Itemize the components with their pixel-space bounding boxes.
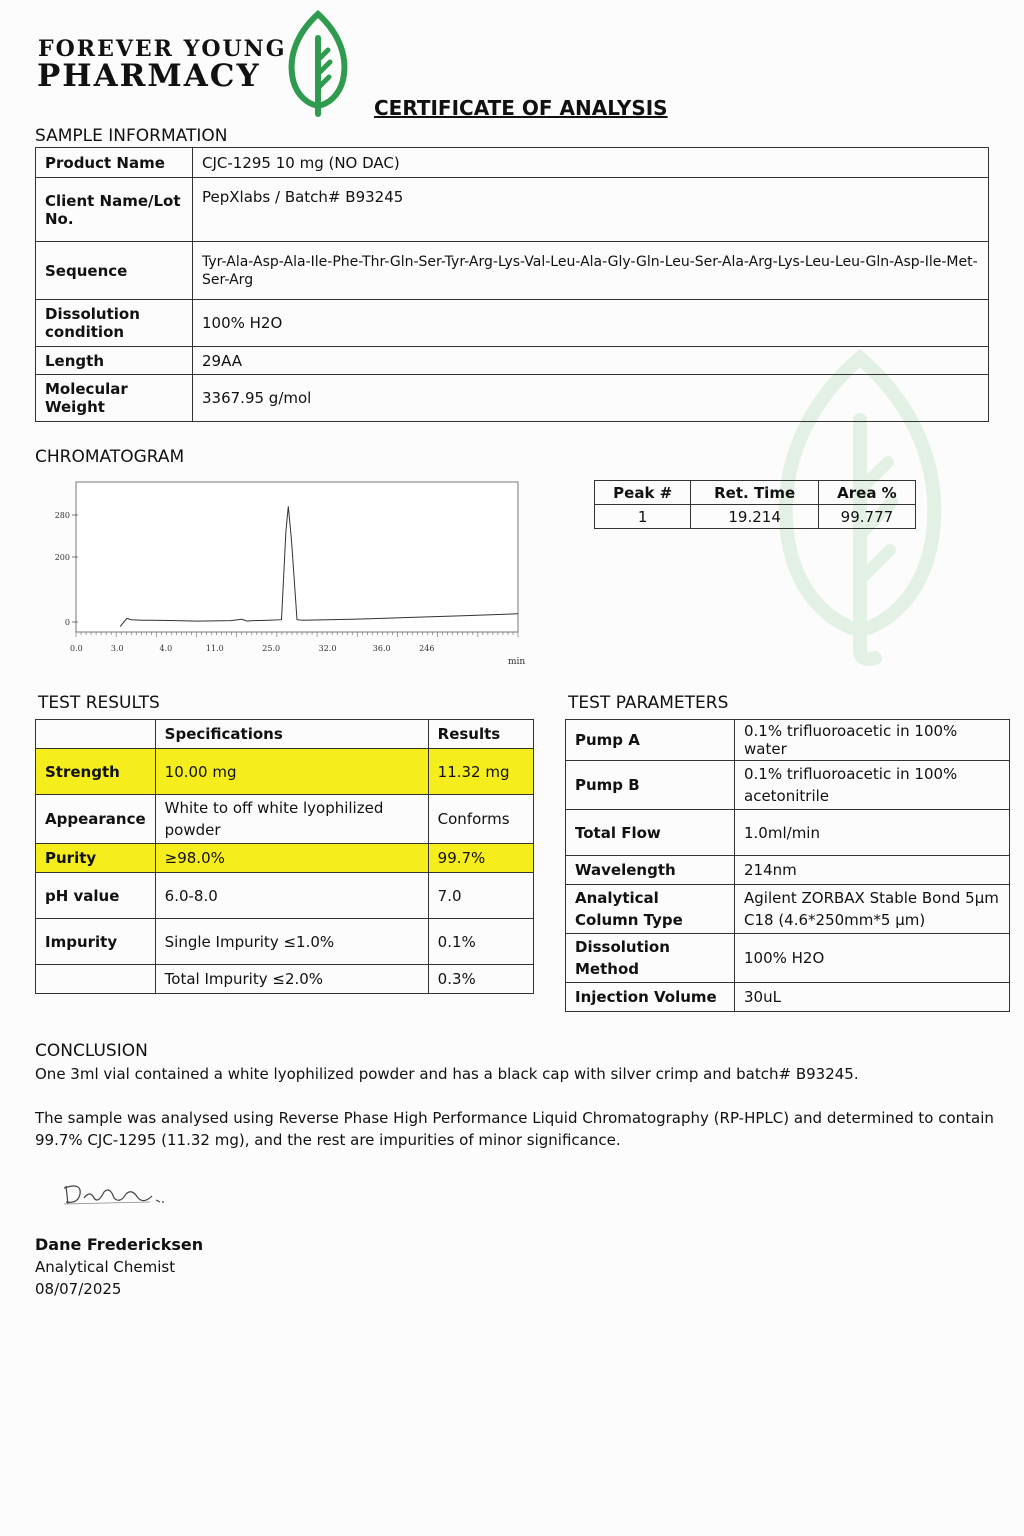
injection-volume-label: Injection Volume <box>566 983 735 1012</box>
ph-value-label: pH value <box>36 873 156 919</box>
appearance-spec: White to off white lyophilized powder <box>155 795 428 844</box>
peak-number-cell: 1 <box>595 505 691 529</box>
dissolution-condition-label: Dissolution condition <box>36 300 193 347</box>
dissolution-method-label: Dissolution Method <box>566 934 735 983</box>
total-flow-label: Total Flow <box>566 810 735 856</box>
y-tick-label: 280 <box>54 511 70 520</box>
appearance-label: Appearance <box>36 795 156 844</box>
y-tick-label: 0 <box>64 618 70 627</box>
table-row <box>566 934 1010 983</box>
strength-spec: 10.00 mg <box>155 749 428 795</box>
results-header-blank <box>36 720 156 749</box>
table-row <box>36 919 534 965</box>
results-header: Results <box>428 720 533 749</box>
single-impurity-result: 0.1% <box>428 919 533 965</box>
document-title: CERTIFICATE OF ANALYSIS <box>374 96 668 120</box>
x-tick-label: 0.0 <box>70 644 83 653</box>
test-parameters-heading: TEST PARAMETERS <box>568 693 729 713</box>
injection-volume-value: 30uL <box>735 983 1010 1012</box>
pump-b-value: 0.1% trifluoroacetic in 100% acetonitrile <box>735 761 1010 810</box>
table-row <box>566 983 1010 1012</box>
dissolution-condition-value: 100% H2O <box>193 300 989 347</box>
table-row <box>36 148 989 178</box>
client-lot-value: PepXlabs / Batch# B93245 <box>193 178 989 242</box>
signatory-date: 08/07/2025 <box>35 1280 122 1298</box>
table-row <box>36 844 534 873</box>
sample-information-table <box>35 147 989 422</box>
length-label: Length <box>36 347 193 375</box>
molecular-weight-label: Molecular Weight <box>36 375 193 422</box>
single-impurity-spec: Single Impurity ≤1.0% <box>155 919 428 965</box>
test-results-table <box>35 719 534 994</box>
ph-value-result: 7.0 <box>428 873 533 919</box>
total-impurity-label <box>36 965 156 994</box>
x-tick-label: 11.0 <box>205 644 224 653</box>
conclusion-paragraph-2: The sample was analysed using Reverse Phase High Performance Liquid Chromatography (RP-HPLC) and determined to contain 99.7% CJC-1295 (11.32 mg), and the rest are impurities of minor significance. <box>35 1109 994 1149</box>
table-row <box>36 720 534 749</box>
x-tick-label: 246 <box>419 644 435 653</box>
table-row <box>36 873 534 919</box>
ph-value-spec: 6.0-8.0 <box>155 873 428 919</box>
table-row <box>36 347 989 375</box>
impurity-label: Impurity <box>36 919 156 965</box>
x-tick-label: 3.0 <box>110 644 124 653</box>
strength-result: 11.32 mg <box>428 749 533 795</box>
total-impurity-spec: Total Impurity ≤2.0% <box>155 965 428 994</box>
signatory-role: Analytical Chemist <box>35 1258 176 1276</box>
table-row <box>566 761 1010 810</box>
chromatogram-heading: CHROMATOGRAM <box>35 447 185 467</box>
pump-a-label: Pump A <box>566 720 735 761</box>
purity-result: 99.7% <box>428 844 533 873</box>
peak-table <box>594 480 916 529</box>
table-row <box>595 505 916 529</box>
total-flow-value: 1.0ml/min <box>735 810 1010 856</box>
appearance-result: Conforms <box>428 795 533 844</box>
retention-time-header: Ret. Time <box>691 481 818 505</box>
strength-label: Strength <box>36 749 156 795</box>
x-axis-unit: min <box>508 657 526 667</box>
analytical-column-label: Analytical Column Type <box>566 885 735 934</box>
table-row <box>566 885 1010 934</box>
dissolution-method-value: 100% H2O <box>735 934 1010 983</box>
specifications-header: Specifications <box>155 720 428 749</box>
retention-time-cell: 19.214 <box>691 505 818 529</box>
table-row <box>566 810 1010 856</box>
table-row <box>36 242 989 300</box>
leaf-icon <box>288 10 348 118</box>
purity-label: Purity <box>36 844 156 873</box>
table-row <box>36 965 534 994</box>
table-row <box>36 300 989 347</box>
y-tick-label: 200 <box>54 553 70 562</box>
purity-spec: ≥98.0% <box>155 844 428 873</box>
pump-b-label: Pump B <box>566 761 735 810</box>
conclusion-paragraph-1: One 3ml vial contained a white lyophilized powder and has a black cap with silver crimp and batch# B93245. <box>35 1065 859 1083</box>
total-impurity-result: 0.3% <box>428 965 533 994</box>
length-value: 29AA <box>193 347 989 375</box>
table-row <box>36 795 534 844</box>
area-percent-cell: 99.777 <box>818 505 915 529</box>
table-row <box>36 178 989 242</box>
x-tick-label: 4.0 <box>159 644 173 653</box>
table-row <box>566 856 1010 885</box>
wavelength-value: 214nm <box>735 856 1010 885</box>
table-row <box>36 375 989 422</box>
test-parameters-table <box>565 719 1010 1012</box>
pump-a-value: 0.1% trifluoroacetic in 100% water <box>735 720 1010 761</box>
table-row <box>566 720 1010 761</box>
x-tick-label: 36.0 <box>372 644 391 653</box>
product-name-value: CJC-1295 10 mg (NO DAC) <box>193 148 989 178</box>
analytical-column-value: Agilent ZORBAX Stable Bond 5µm C18 (4.6*250mm*5 µm) <box>735 885 1010 934</box>
chromatogram-chart <box>40 476 530 672</box>
wavelength-label: Wavelength <box>566 856 735 885</box>
molecular-weight-value: 3367.95 g/mol <box>193 375 989 422</box>
area-percent-header: Area % <box>818 481 915 505</box>
conclusion-heading: CONCLUSION <box>35 1041 148 1061</box>
client-lot-label: Client Name/Lot No. <box>36 178 193 242</box>
sequence-value: Tyr-Ala-Asp-Ala-Ile-Phe-Thr-Gln-Ser-Tyr-Arg-Lys-Val-Leu-Ala-Gly-Gln-Leu-Ser-Ala-Arg-Lys-Leu-Leu-Gln-Asp-Ile-Met-Ser-Arg <box>193 242 989 300</box>
brand-name-line1: FOREVER YOUNG <box>38 36 287 62</box>
product-name-label: Product Name <box>36 148 193 178</box>
peak-number-header: Peak # <box>595 481 691 505</box>
signature <box>60 1178 170 1210</box>
sequence-label: Sequence <box>36 242 193 300</box>
sample-information-heading: SAMPLE INFORMATION <box>35 126 228 146</box>
table-row <box>595 481 916 505</box>
x-tick-label: 25.0 <box>262 644 281 653</box>
test-results-heading: TEST RESULTS <box>38 693 160 713</box>
signatory-name: Dane Fredericksen <box>35 1235 204 1254</box>
x-tick-label: 32.0 <box>318 644 337 653</box>
brand-name-line2: PHARMACY <box>37 58 261 94</box>
table-row <box>36 749 534 795</box>
